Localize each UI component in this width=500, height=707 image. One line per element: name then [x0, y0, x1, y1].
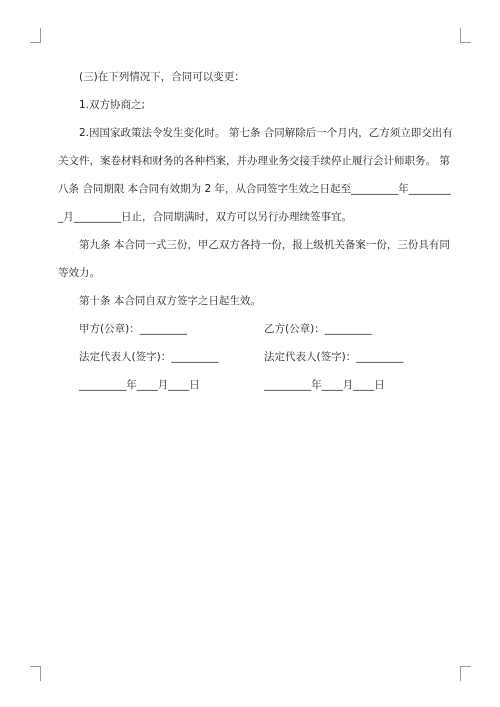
party-b-seal: 乙方(公章)：_________	[264, 323, 372, 335]
paragraph-contract-change: (三)在下列情况下，合同可以变更：	[79, 71, 245, 83]
signature-row-seal	[58, 318, 444, 340]
paragraph-article-10: 第十条 本合同自双方签字之日起生效。	[79, 295, 261, 307]
party-a-representative: 法定代表人(签字)：_________	[79, 351, 219, 363]
crop-mark-bottom-left	[30, 666, 41, 681]
paragraph-item-1: 1.双方协商之;	[79, 99, 146, 111]
paragraph-item-2-line: 关文件，案卷材料和财务的各种档案，并办理业务交接手续停止履行会计师职务。 第	[58, 155, 450, 167]
paragraph-item-2-line: 八条 合同期限 本合同有效期为 2 年，从合同签字生效之日起至_________年________	[58, 183, 451, 195]
party-b-representative: 法定代表人(签字)：_________	[264, 351, 404, 363]
party-b-date: _________年____月____日	[264, 379, 385, 391]
paragraph-item-2-line: _月_________日止，合同期满时，双方可以另行办理续签事宜。	[58, 211, 352, 223]
signature-row-representative	[58, 346, 444, 368]
party-a-date: _________年____月____日	[79, 379, 200, 391]
signature-row-date	[58, 374, 444, 396]
crop-mark-top-left	[30, 28, 41, 43]
crop-mark-bottom-right	[460, 666, 471, 681]
paragraph-article-9-line: 第九条 本合同一式三份，甲乙双方各持一份，报上级机关备案一份，三份具有同	[79, 239, 450, 251]
document-body	[58, 66, 453, 396]
crop-mark-top-right	[460, 28, 471, 43]
party-a-seal: 甲方(公章)：_________	[79, 323, 187, 335]
paragraph-item-2-line: 2.因国家政策法令发生变化时。 第七条 合同解除后一个月内，乙方须立即交出有	[79, 127, 453, 139]
paragraph-article-9-line: 等效力。	[58, 267, 100, 279]
